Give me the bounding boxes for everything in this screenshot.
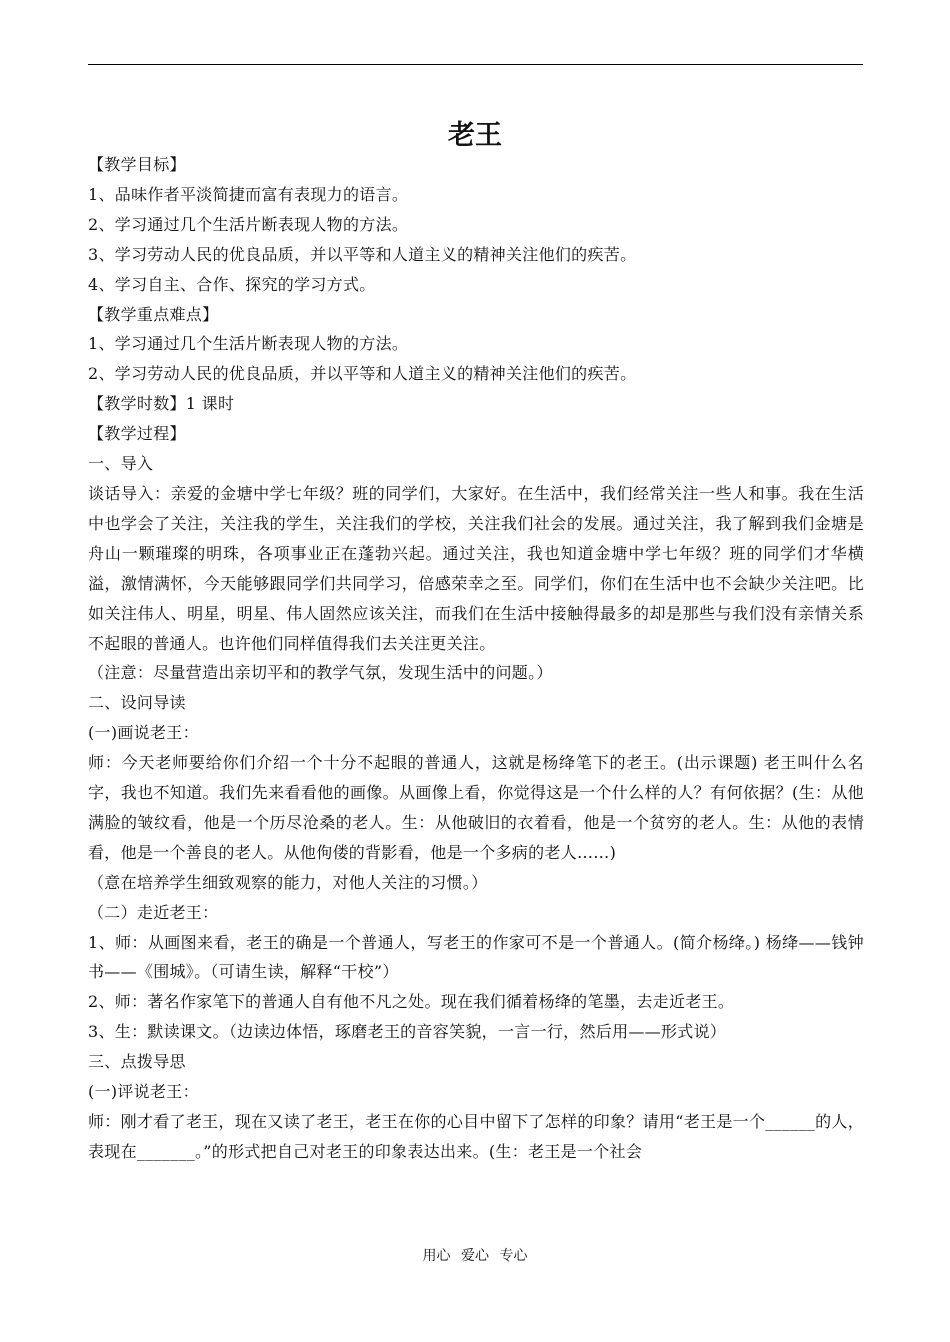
paragraph: 【教学过程】 xyxy=(88,424,186,444)
paragraph: 【教学重点难点】 xyxy=(88,304,219,324)
page-footer: 用心 爱心 专心 xyxy=(422,1248,528,1264)
paragraph: （注意：尽量营造出亲切平和的教学气氛，发现生活中的问题。） xyxy=(88,663,553,683)
header-rule xyxy=(88,64,863,65)
paragraph: 【教学目标】 xyxy=(88,155,186,174)
subsection-heading: (一)画说老王： xyxy=(88,723,199,743)
paragraph: 2、师：著名作家笔下的普通人自有他不凡之处。现在我们循着杨绛的笔墨，去走近老王。 xyxy=(88,992,735,1012)
section-heading: 二、设问导读 xyxy=(88,693,186,713)
paragraph: （意在培养学生细致观察的能力，对他人关注的习惯。） xyxy=(88,872,488,892)
paragraph: 3、学习劳动人民的优良品质，并以平等和人道主义的精神关注他们的疾苦。 xyxy=(88,244,637,264)
section-heading: 一、导入 xyxy=(88,454,154,474)
paragraph: 1、师：从画图来看，老王的确是一个普通人，写老王的作家可不是一个普通人。(简介杨绛。) 杨绛——钱钟书——《围城》。（可请生读，解释“干校”） xyxy=(88,932,864,982)
paragraph: 2、学习劳动人民的优良品质，并以平等和人道主义的精神关注他们的疾苦。 xyxy=(88,364,637,384)
paragraph: 师：今天老师要给你们介绍一个十分不起眼的普通人，这就是杨绛笔下的老王。(出示课题) 老王叫什么名字，我也不知道。我们先来看看他的画像。从画像上看，你觉得这是一个什么样的人？有何依据？(生：从他满脸的皱纹看，他是一个历尽沧桑的老人。生：从他破旧的衣着看，他是一个贫穷的老人。生：从他的表情看，他是一个善良的老人。从他佝偻的背影看，他是一个多病的老人……) xyxy=(88,753,864,862)
subsection-heading: （二）走近老王： xyxy=(88,902,219,922)
document-body xyxy=(88,150,864,1167)
section-heading: 三、点拨导思 xyxy=(88,1052,186,1072)
page-title: 老王 xyxy=(448,120,502,151)
paragraph: 1、品味作者平淡简捷而富有表现力的语言。 xyxy=(88,184,409,204)
paragraph: 3、生：默读课文。（边读边体悟，琢磨老王的音容笑貌，一言一行，然后用——形式说） xyxy=(88,1022,727,1042)
paragraph: 1、学习通过几个生活片断表现人物的方法。 xyxy=(88,334,409,354)
paragraph: 【教学时数】1 课时 xyxy=(88,394,235,414)
paragraph: 4、学习自主、合作、探究的学习方式。 xyxy=(88,274,376,294)
paragraph: 2、学习通过几个生活片断表现人物的方法。 xyxy=(88,214,409,234)
paragraph: 谈话导入：亲爱的金塘中学七年级？班的同学们，大家好。在生活中，我们经常关注一些人和事。我在生活中也学会了关注，关注我的学生，关注我们的学校，关注我们社会的发展。通过关注，我了解到我们金塘是舟山一颗璀璨的明珠，各项事业正在蓬勃兴起。通过关注，我也知道金塘中学七年级？班的同学们才华横溢，激情满怀，今天能够跟同学们共同学习，倍感荣幸之至。同学们，你们在生活中也不会缺少关注吧。比如关注伟人、明星，明星、伟人固然应该关注，而我们在生活中接触得最多的却是那些与我们没有亲情关系不起眼的普通人。也许他们同样值得我们去关注更关注。 xyxy=(88,483,864,653)
subsection-heading: (一)评说老王： xyxy=(88,1082,199,1102)
paragraph: 师：刚才看了老王，现在又读了老王，老王在你的心目中留下了怎样的印象？请用“老王是一个______的人，表现在_______。”的形式把自己对老王的印象表达出来。(生：老王是一个社会 xyxy=(88,1112,864,1161)
